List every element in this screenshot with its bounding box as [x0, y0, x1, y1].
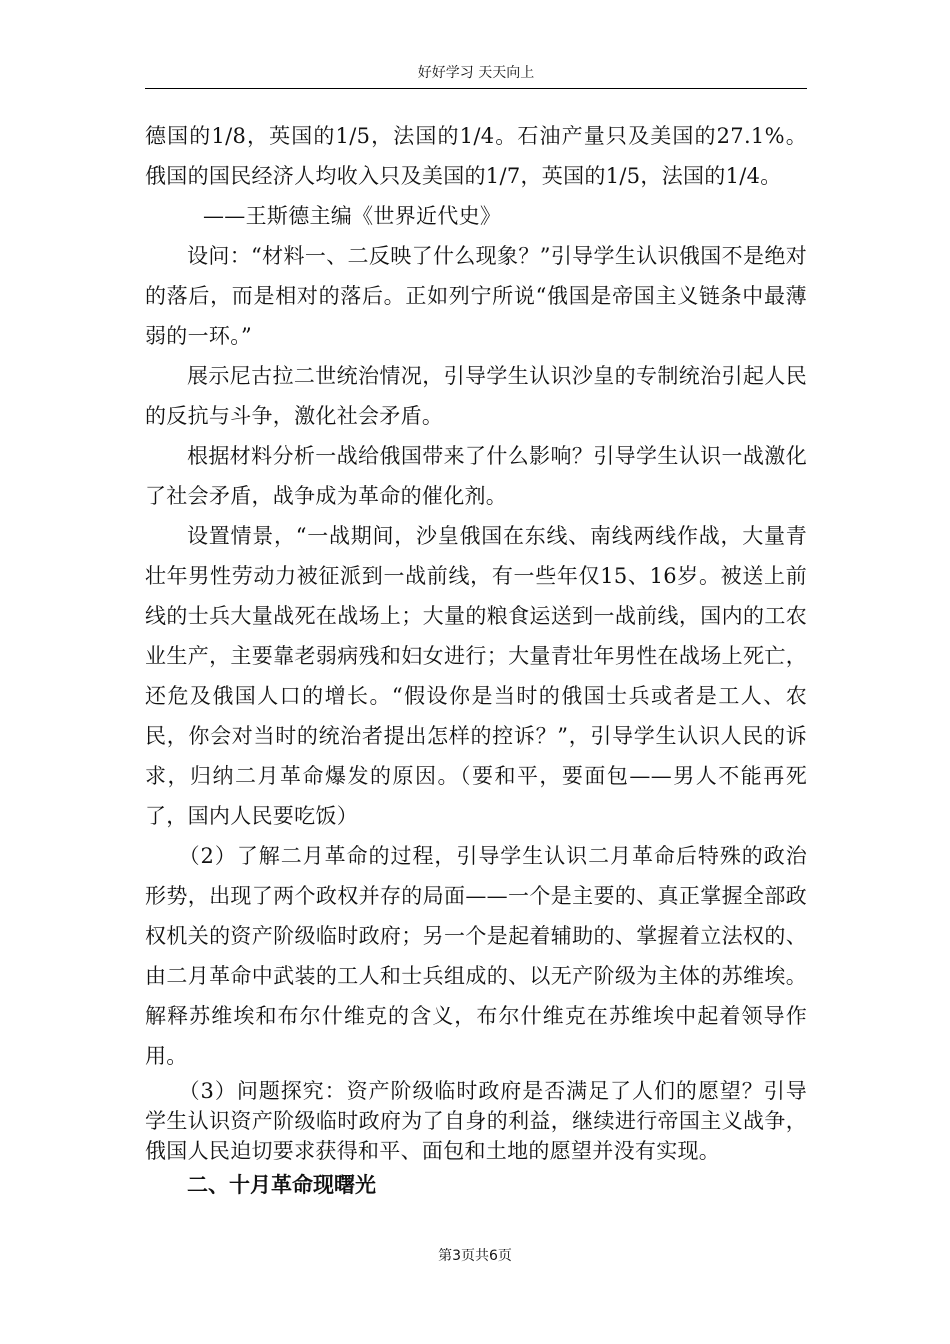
paragraph-ww1-impact: 根据材料分析一战给俄国带来了什么影响？引导学生认识一战激化了社会矛盾，战争成为革命的催化剂。 [145, 444, 807, 508]
source-citation: ——王斯德主编《世界近代史》 [203, 204, 502, 228]
section-heading: 二、十月革命现曙光 [187, 1173, 376, 1197]
document-body [145, 116, 807, 1204]
paragraph-scenario: 设置情景，“一战期间，沙皇俄国在东线、南线两线作战，大量青壮年男性劳动力被征派到一战前线，有一些年仅15、16岁。被送上前线的士兵大量战死在战场上；大量的粮食运送到一战前线，国内的工农业生产，主要靠老弱病残和妇女进行；大量青壮年男性在战场上死亡，还危及俄国人口的增长。“假设你是当时的俄国士兵或者是工人、农民，你会对当时的统治者提出怎样的控诉？”，引导学生认识人民的诉求，归纳二月革命爆发的原因。（要和平，要面包——男人不能再死了，国内人民要吃饭） [145, 524, 807, 828]
paragraph-question: 设问：“材料一、二反映了什么现象？”引导学生认识俄国不是绝对的落后，而是相对的落后。正如列宁所说“俄国是帝国主义链条中最薄弱的一环。” [145, 244, 807, 348]
paragraph-economy-data: 德国的1/8，英国的1/5，法国的1/4。石油产量只及美国的27.1%。俄国的国民经济人均收入只及美国的1/7，英国的1/5，法国的1/4。 [145, 124, 807, 188]
paragraph-inquiry: （3）问题探究：资产阶级临时政府是否满足了人们的愿望？引导学生认识资产阶级临时政府为了自身的利益，继续进行帝国主义战争，俄国人民迫切要求获得和平、面包和土地的愿望并没有实现。 [145, 1079, 807, 1163]
page-footer: 第3页共6页 [438, 1248, 512, 1264]
paragraph-nicholas: 展示尼古拉二世统治情况，引导学生认识沙皇的专制统治引起人民的反抗与斗争，激化社会矛盾。 [145, 364, 807, 428]
paragraph-february-revolution: （2）了解二月革命的过程，引导学生认识二月革命后特殊的政治形势，出现了两个政权并存的局面——一个是主要的、真正掌握全部政权机关的资产阶级临时政府；另一个是起着辅助的、掌握着立法权的、由二月革命中武装的工人和士兵组成的、以无产阶级为主体的苏维埃。解释苏维埃和布尔什维克的含义，布尔什维克在苏维埃中起着领导作用。 [145, 844, 807, 1068]
page-header: 好好学习 天天向上 [145, 60, 807, 89]
